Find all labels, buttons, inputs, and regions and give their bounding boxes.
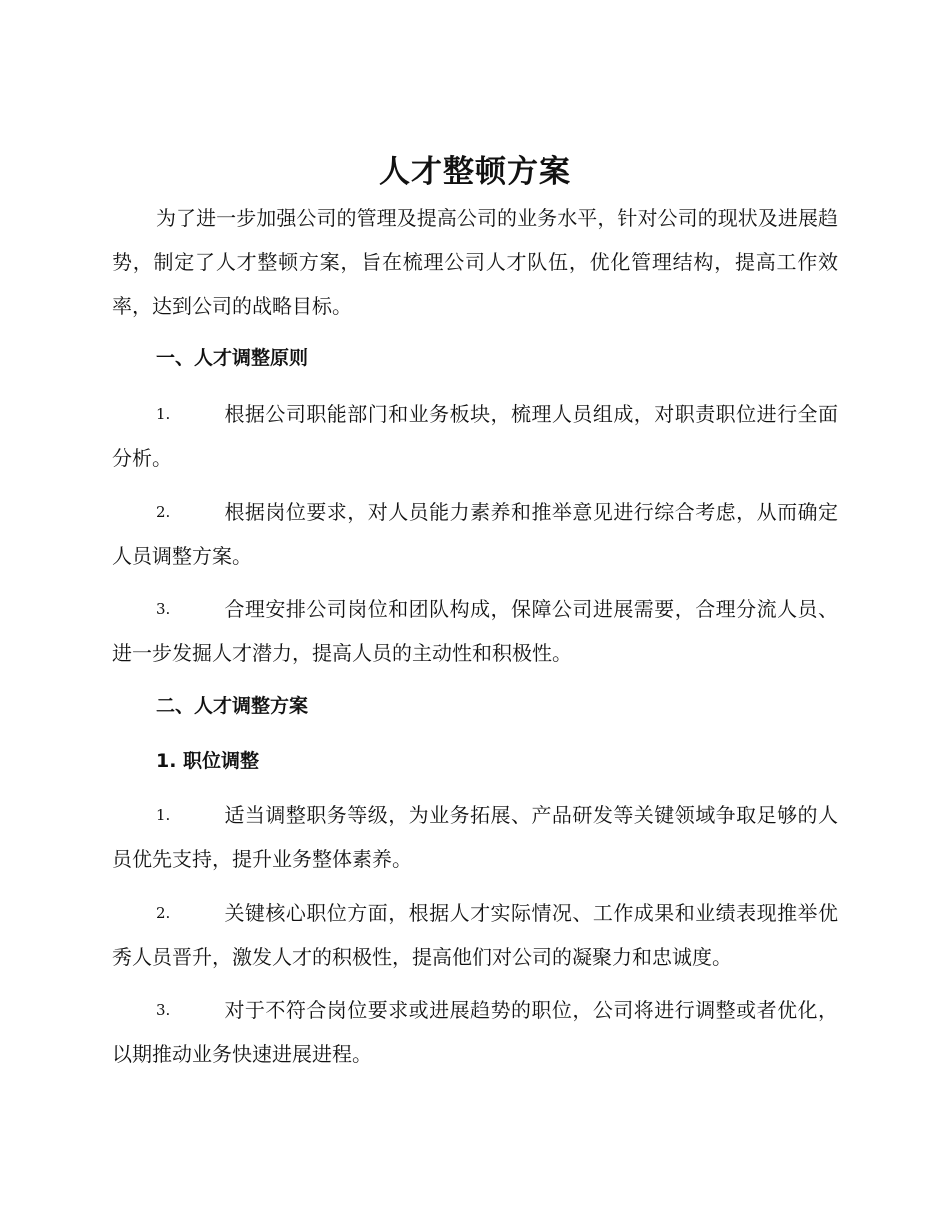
section-heading-plan: 二、人才调整方案 bbox=[156, 695, 309, 717]
list-item bbox=[112, 392, 838, 480]
list-item-text: 对于不符合岗位要求或进展趋势的职位，公司将进行调整或者优化，以期推动业务快速进展进程。 bbox=[112, 998, 838, 1066]
intro-paragraph: 为了进一步加强公司的管理及提高公司的业务水平，针对公司的现状及进展趋势，制定了人才整顿方案，旨在梳理公司人才队伍，优化管理结构，提高工作效率，达到公司的战略目标。 bbox=[112, 206, 838, 318]
list-item-number: 1. bbox=[156, 405, 171, 423]
list-item bbox=[112, 988, 838, 1076]
list-item bbox=[112, 490, 838, 578]
section-heading-principles: 一、人才调整原则 bbox=[156, 347, 309, 369]
list-item-number: 1. bbox=[156, 806, 171, 824]
list-item-number: 2. bbox=[156, 503, 171, 521]
list-item-number: 3. bbox=[156, 600, 171, 618]
document-title: 人才整顿方案 bbox=[379, 154, 571, 190]
list-item-text: 合理安排公司岗位和团队构成，保障公司进展需要，合理分流人员、进一步发掘人才潜力，提高人员的主动性和积极性。 bbox=[112, 597, 838, 665]
list-item-text: 根据公司职能部门和业务板块，梳理人员组成，对职责职位进行全面分析。 bbox=[112, 402, 838, 470]
subsection-heading-position: 1. 职位调整 bbox=[156, 750, 260, 772]
list-item-number: 2. bbox=[156, 904, 171, 922]
list-item bbox=[112, 793, 838, 881]
list-item bbox=[112, 891, 838, 979]
list-item-text: 根据岗位要求，对人员能力素养和推举意见进行综合考虑，从而确定人员调整方案。 bbox=[112, 500, 838, 568]
list-item bbox=[112, 587, 838, 675]
list-item-text: 关键核心职位方面，根据人才实际情况、工作成果和业绩表现推举优秀人员晋升，激发人才的积极性，提高他们对公司的凝聚力和忠诚度。 bbox=[112, 901, 838, 969]
list-item-text: 适当调整职务等级，为业务拓展、产品研发等关键领域争取足够的人员优先支持，提升业务整体素养。 bbox=[112, 803, 838, 871]
list-item-number: 3. bbox=[156, 1001, 171, 1019]
